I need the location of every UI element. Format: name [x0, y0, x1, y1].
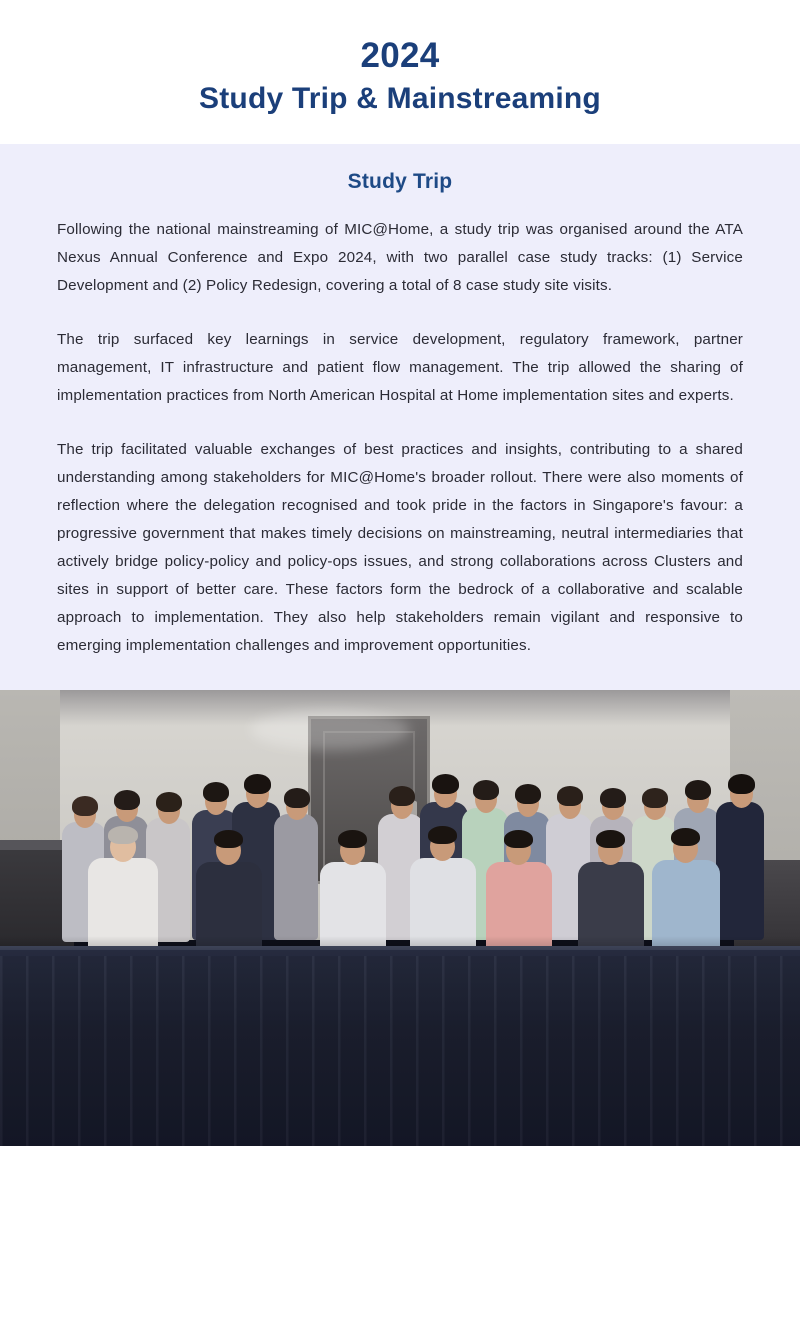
content-panel: [0, 144, 800, 690]
page-title: Study Trip & Mainstreaming: [199, 81, 601, 115]
group-photo-image: [0, 690, 800, 1146]
page-bottom-margin: [0, 1146, 800, 1337]
section-title: Study Trip: [347, 169, 453, 193]
header-year: 2024: [360, 36, 440, 75]
paragraph-2: The trip surfaced key learnings in service development, regulatory framework, partner management, IT infrastructure and patient flow management. The trip allowed the sharing of implementation practices from North American Hospital at Home implementation sites and experts.: [57, 330, 743, 404]
ceiling-light-glow: [250, 710, 410, 750]
group-photo: [0, 690, 800, 1146]
paragraph-3: The trip facilitated valuable exchanges of best practices and insights, contributing to a shared understanding among stakeholders for MIC@Home's broader rollout. There were also moments of reflection where the delegation recognised and took pride in the factors in Singapore's favour: a progressive government that makes timely decisions on mainstreaming, neutral intermediaries that actively bridge policy-policy and policy-ops issues, and strong collaborations across Clusters and sites in support of better care. These factors form the bedrock of a collaborative and scalable approach to implementation. They also help stakeholders remain vigilant and responsive to emerging implementation challenges and improvement opportunities.: [57, 440, 743, 654]
paragraph-1: Following the national mainstreaming of MIC@Home, a study trip was organised around the ATA Nexus Annual Conference and Expo 2024, with two parallel case study tracks: (1) Service Development and (2) Policy Redesign, covering a total of 8 case study site visits.: [57, 220, 743, 294]
page-header: [0, 0, 800, 144]
table-skirt-pleats: [0, 956, 800, 1146]
